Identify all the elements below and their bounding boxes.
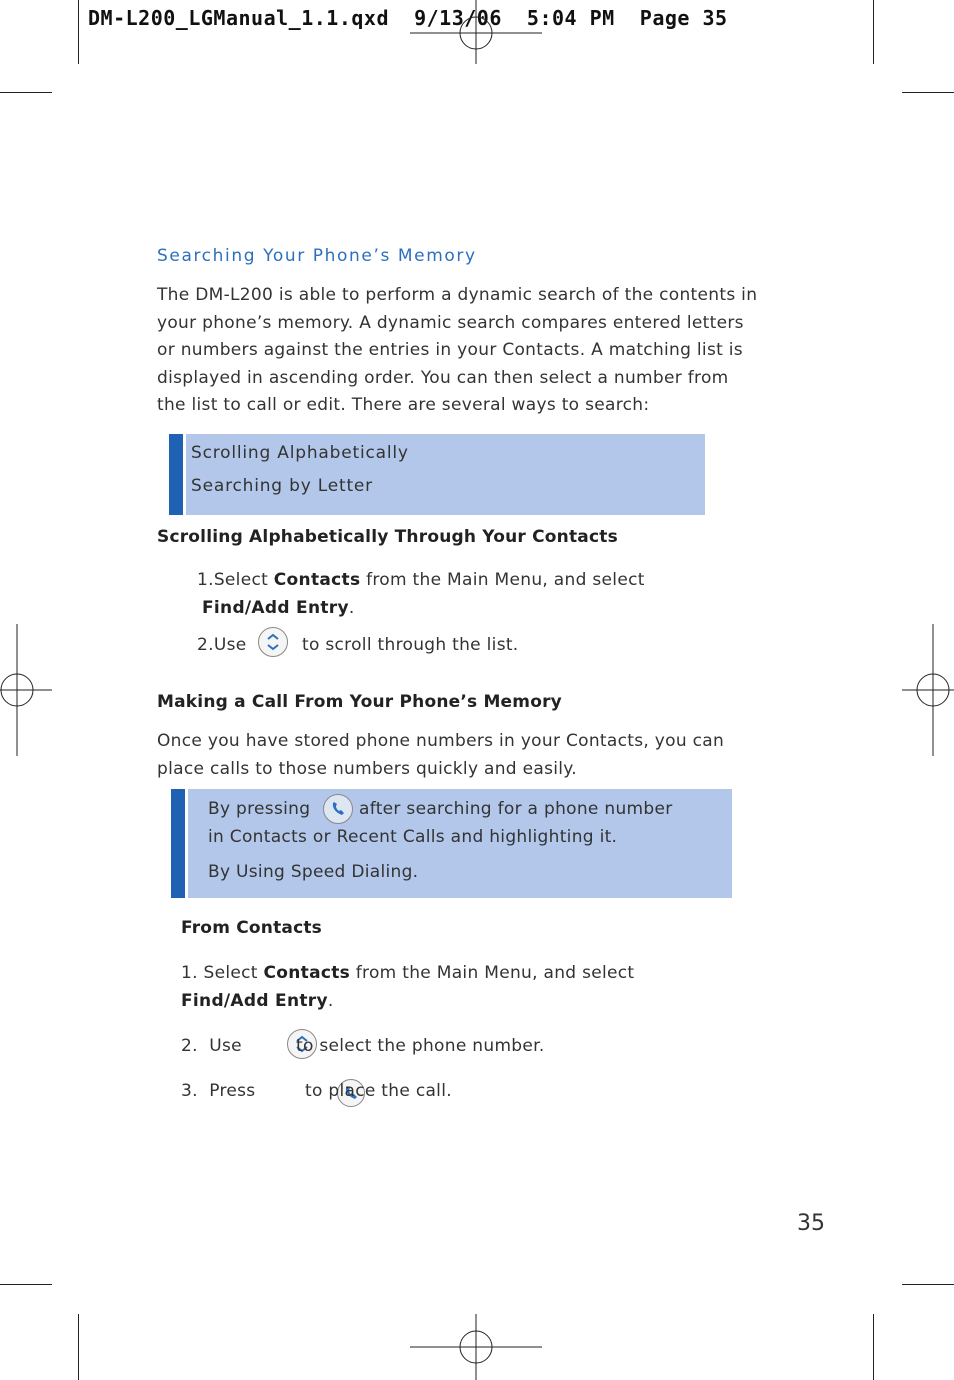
from-contacts-heading: From Contacts <box>181 918 322 938</box>
from-contacts-step-3-prefix: 3. Press <box>181 1081 256 1101</box>
intro-line: your phone’s memory. A dynamic search compares entered letters <box>157 312 744 333</box>
making-call-heading: Making a Call From Your Phone’s Memory <box>157 692 562 712</box>
scrolling-heading: Scrolling Alphabetically Through Your Contacts <box>157 527 618 547</box>
scrolling-step-2-suffix: to scroll through the list. <box>302 635 519 655</box>
making-call-intro <box>157 728 724 783</box>
box-accent-bar <box>169 434 183 515</box>
from-contacts-step-2-prefix: 2. Use <box>181 1036 242 1056</box>
box-line-2: in Contacts or Recent Calls and highlighting it. <box>208 827 618 847</box>
section-title: Searching Your Phone’s Memory <box>157 246 477 266</box>
intro-line: displayed in ascending order. You can then select a number from <box>157 367 729 388</box>
scrolling-step-1-cont: Find/Add Entry. <box>202 598 355 618</box>
intro-line: place calls to those numbers quickly and easily. <box>157 758 577 779</box>
contacts-menu-label: Contacts <box>263 963 351 983</box>
call-methods-box <box>188 789 732 898</box>
find-add-entry-label: Find/Add Entry <box>202 598 349 618</box>
intro-line: The DM-L200 is able to perform a dynamic search of the contents in <box>157 285 758 305</box>
send-key-icon <box>323 794 353 824</box>
page-number: 35 <box>797 1211 825 1236</box>
search-methods-box <box>186 434 705 515</box>
box-item: Scrolling Alphabetically <box>191 443 409 463</box>
from-contacts-step-1-cont: Find/Add Entry. <box>181 991 334 1011</box>
intro-line: Once you have stored phone numbers in your Contacts, you can <box>157 731 725 751</box>
nav-key-icon <box>258 627 288 657</box>
box-line-1-suffix: after searching for a phone number <box>359 799 673 819</box>
intro-paragraph <box>157 282 757 420</box>
box-accent-bar <box>171 789 185 898</box>
scrolling-step-2-prefix: 2.Use <box>197 635 247 655</box>
box-line-1-prefix: By pressing <box>208 799 311 819</box>
from-contacts-step-3-suffix: to place the call. <box>305 1081 452 1101</box>
intro-line: or numbers against the entries in your Contacts. A matching list is <box>157 340 743 360</box>
box-item: Searching by Letter <box>191 476 373 496</box>
contacts-menu-label: Contacts <box>273 570 361 590</box>
scrolling-step-1: 1.Select Contacts from the Main Menu, and select <box>197 570 645 590</box>
box-line-3: By Using Speed Dialing. <box>208 862 419 882</box>
intro-line: the list to call or edit. There are several ways to search: <box>157 395 650 415</box>
print-slug: DM-L200_LGManual_1.1.qxd 9/13/06 5:04 PM Page 35 <box>88 6 728 30</box>
find-add-entry-label: Find/Add Entry <box>181 991 328 1011</box>
from-contacts-step-1: 1. Select Contacts from the Main Menu, and select <box>181 963 635 983</box>
from-contacts-step-2-suffix: to select the phone number. <box>296 1036 545 1056</box>
